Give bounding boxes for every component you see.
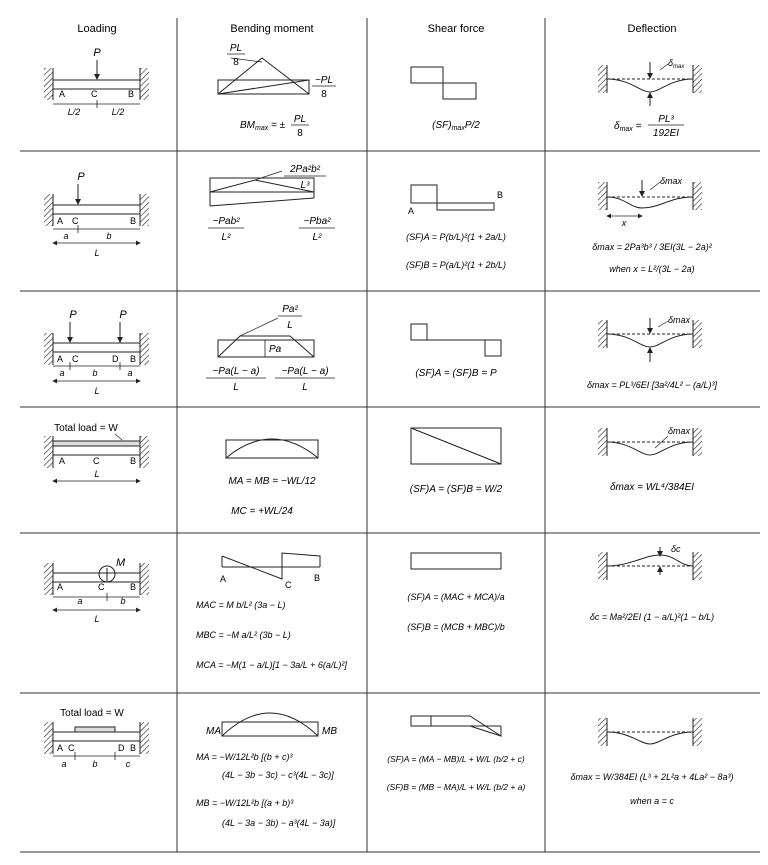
support-B-label: B	[130, 216, 137, 226]
support-A-label: A	[57, 582, 64, 592]
point-C-label: C	[98, 582, 105, 592]
row-3	[44, 304, 718, 396]
bm-top-denominator: 8	[233, 57, 239, 68]
row4-bending-diagram	[226, 439, 318, 517]
bm-top-numerator: PL	[229, 43, 243, 54]
row-1	[44, 43, 702, 139]
row-6	[44, 708, 734, 828]
load-P2-label: P	[119, 309, 127, 321]
total-load-label: Total load = W	[54, 423, 118, 434]
dim-a-right: a	[127, 368, 133, 378]
row3-bending-diagram	[206, 304, 335, 393]
deflection-condition: when x = L²/(3L − 2a)	[609, 264, 695, 274]
bm-top-numerator: 2Pa²b²	[289, 164, 321, 175]
support-B-label: B	[130, 743, 137, 753]
bm-top-denominator: L	[287, 320, 293, 331]
support-A-label: A	[57, 743, 64, 753]
bm-A-label: A	[220, 574, 227, 584]
row5-loading-diagram	[44, 557, 149, 624]
bm-top-denominator: L³	[300, 180, 310, 191]
support-A-label: A	[57, 216, 64, 226]
row1-bending-diagram	[218, 43, 336, 139]
point-C-label: C	[72, 216, 79, 226]
load-P-label: P	[93, 47, 101, 59]
row2-shear-diagram	[406, 185, 506, 270]
bm-MCA-formula: MCA = −M(1 − a/L)[1 − 3a/L + 6(a/L)²]	[196, 660, 347, 670]
sf-max-formula: $(SF)_{max}P/2$	[432, 120, 480, 132]
row5-shear-diagram	[407, 553, 505, 632]
row6-shear-diagram	[387, 716, 526, 792]
bm-mid-label: Pa	[269, 344, 282, 355]
deflection-formula: δmax = WL⁴/384EI	[609, 482, 695, 493]
dim-L: L	[94, 248, 100, 258]
row4-loading-diagram	[44, 423, 149, 481]
sf-A-formula: (SF)A = (MA − MB)/L + W/L (b/2 + c)	[387, 754, 525, 764]
dim-a-left: a	[59, 368, 65, 378]
deflection-formula: δmax = 2Pa³b³ / 3EI(3L − 2a)²	[592, 242, 712, 252]
bm-max-numerator: PL	[293, 114, 307, 125]
moment-M-label: M	[116, 557, 126, 569]
sf-A-formula: (SF)A = P(b/L)²(1 + 2a/L)	[406, 232, 506, 242]
bm-MB-label: MB	[322, 726, 337, 737]
row3-deflection-diagram	[587, 315, 718, 390]
sf-A-formula: (SF)A = (MAC + MCA)/a	[407, 592, 505, 602]
dim-L: L	[94, 614, 100, 624]
dim-b: b	[106, 231, 112, 241]
row1-shear-diagram	[411, 67, 480, 132]
point-C-label: C	[91, 89, 98, 99]
bm-MA-label: MA	[206, 726, 221, 737]
row3-loading-diagram	[44, 309, 149, 396]
sf-B-formula: (SF)B = (MB − MA)/L + W/L (b/2 + a)	[386, 782, 526, 792]
row6-bending-diagram	[196, 713, 337, 828]
delta-max-label: δmax	[668, 426, 691, 436]
point-B-label: B	[497, 190, 504, 200]
dim-b: b	[92, 368, 98, 378]
row2-deflection-diagram	[592, 176, 712, 274]
row3-shear-diagram	[411, 324, 501, 379]
sf-formula: (SF)A = (SF)B = P	[415, 368, 497, 379]
bm-MA-formula-line2: (4L − 3b − 3c) − c³(4L − 3c)]	[222, 770, 334, 780]
deflection-formula: δc = Ma²/2EI (1 − a/L)²(1 − b/L)	[589, 612, 715, 622]
deflection-lhs: $\delta_{max}$ =	[614, 121, 642, 133]
deflection-numerator: PL³	[658, 114, 674, 125]
dim-a: a	[61, 759, 67, 769]
dim-L: L	[94, 386, 100, 396]
row-4	[44, 423, 702, 517]
sf-B-formula: (SF)B = (MCB + MBC)/b	[407, 622, 505, 632]
dim-a: a	[77, 596, 83, 606]
dim-x: x	[621, 218, 627, 228]
dim-c: c	[125, 759, 131, 769]
bm-MB-formula-line2: (4L − 3a − 3b) − a³(4L − 3a)]	[222, 818, 336, 828]
bm-MAC-formula: MAC = M b/L² (3a − L)	[196, 600, 286, 610]
bm-left-denominator: L²	[221, 232, 231, 243]
bm-right-denominator: 8	[321, 89, 327, 100]
table-grid	[20, 18, 760, 852]
support-B-label: B	[130, 456, 137, 466]
point-D-label: D	[112, 354, 119, 364]
bm-C-label: C	[285, 580, 292, 590]
bm-left-numerator: −Pab²	[212, 216, 240, 227]
bm-left-denominator: L	[233, 382, 239, 393]
bm-right-denominator: L	[302, 382, 308, 393]
row2-bending-diagram	[208, 164, 335, 243]
support-A-label: A	[59, 456, 66, 466]
bm-right-numerator: −Pa(L − a)	[281, 366, 329, 377]
dim-b: b	[92, 759, 98, 769]
row-5	[44, 544, 714, 670]
deflection-formula: δmax = PL³/6EI [3a²/4L² − (a/L)³]	[586, 380, 718, 390]
support-A-label: A	[59, 89, 66, 99]
delta-max-label: δmax	[668, 315, 691, 325]
row4-deflection-diagram	[598, 426, 702, 493]
support-B-label: B	[128, 89, 135, 99]
header-shear-force: Shear force	[427, 23, 485, 35]
point-C-label: C	[72, 354, 79, 364]
dim-L2-left: L/2	[67, 107, 81, 117]
bm-right-numerator: −PL	[314, 75, 334, 86]
bm-MA-formula-line1: MA = −W/12L²b [(b + c)³	[196, 752, 293, 762]
point-C-label: C	[68, 743, 75, 753]
point-D-label: D	[118, 743, 125, 753]
row1-deflection-diagram	[598, 58, 702, 139]
header-bending-moment: Bending moment	[230, 23, 314, 35]
load-P-label: P	[77, 171, 85, 183]
support-B-label: B	[130, 354, 137, 364]
row2-loading-diagram	[44, 171, 149, 258]
bm-MC-formula: MC = +WL/24	[231, 506, 293, 517]
delta-c-label: δc	[671, 544, 681, 554]
bm-max-label: $BM_{max}$ = ±	[240, 120, 286, 132]
deflection-denominator: 192EI	[652, 128, 680, 139]
row4-shear-diagram	[410, 428, 503, 495]
bm-max-denominator: 8	[297, 128, 303, 139]
bm-MBC-formula: MBC = −M a/L² (3b − L)	[196, 630, 291, 640]
row6-loading-diagram	[44, 708, 149, 769]
total-load-label: Total load = W	[60, 708, 124, 719]
point-A-label: A	[408, 206, 415, 216]
row-2	[44, 164, 713, 274]
column-headers	[77, 23, 676, 35]
row5-deflection-diagram	[590, 544, 714, 622]
load-P1-label: P	[69, 309, 77, 321]
dim-L: L	[94, 469, 100, 479]
row1-loading-diagram	[44, 47, 149, 117]
row6-deflection-diagram	[570, 718, 733, 806]
support-A-label: A	[57, 354, 64, 364]
sf-formula: (SF)A = (SF)B = W/2	[409, 484, 503, 495]
header-loading: Loading	[77, 23, 117, 35]
delta-max-label: $\delta_{max}$	[668, 58, 685, 70]
header-deflection: Deflection	[627, 23, 677, 35]
bm-left-numerator: −Pa(L − a)	[212, 366, 260, 377]
bm-MB-formula-line1: MB = −W/12L²b [(a + b)³	[196, 798, 294, 808]
bm-right-denominator: L²	[312, 232, 322, 243]
dim-L2-right: L/2	[111, 107, 125, 117]
deflection-formula: δmax = W/384EI (L³ + 2L²a + 4La² − 8a³)	[570, 772, 734, 782]
bm-right-numerator: −Pba²	[303, 216, 331, 227]
deflection-condition: when a = c	[630, 796, 674, 806]
point-C-label: C	[93, 456, 100, 466]
bm-top-numerator: Pa²	[282, 304, 298, 315]
sf-B-formula: (SF)B = P(a/L)²(1 + 2b/L)	[405, 260, 507, 270]
delta-max-label: δmax	[660, 176, 683, 186]
support-B-label: B	[130, 582, 137, 592]
row5-bending-diagram	[196, 553, 347, 670]
bm-B-label: B	[314, 573, 321, 583]
dim-a: a	[63, 231, 69, 241]
dim-b: b	[120, 596, 126, 606]
bm-MA-MB-formula: MA = MB = −WL/12	[228, 476, 316, 487]
